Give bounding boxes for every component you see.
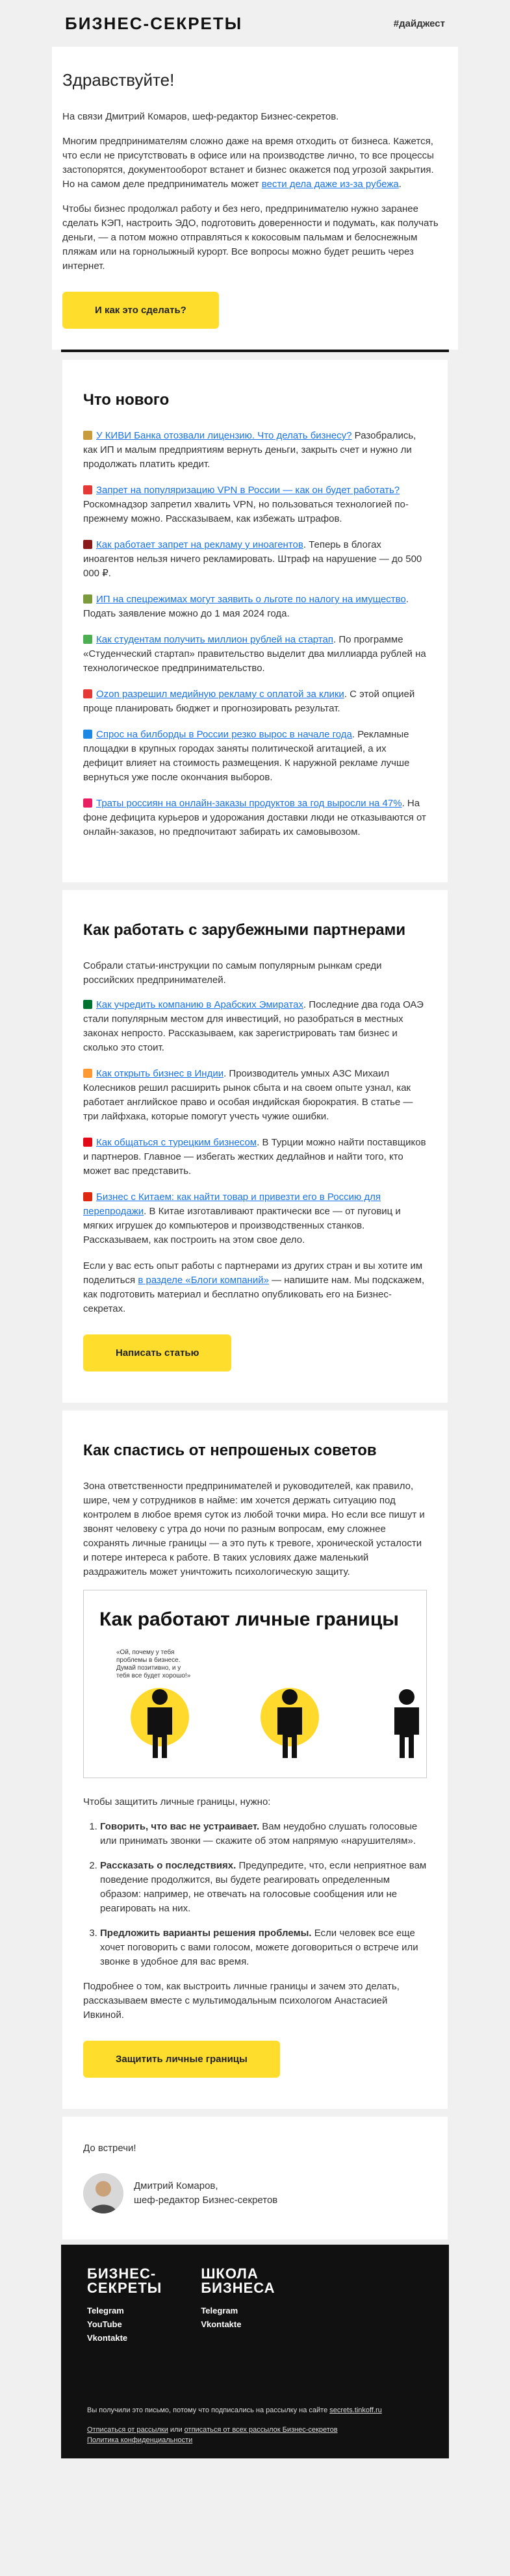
news-text: . По программе «Студенческий стартап» правительство выделит два миллиарда рублей на технологическое предпринимательство. <box>83 634 426 674</box>
partners-outro: Если у вас есть опыт работы с партнерами из других стран и вы хотите им поделиться в разделе «Блоги компаний» — напишите нам. Мы подскажем, как подготовить материал и бесплатно опубликовать его на Бизнес-секретах. <box>83 1260 425 1314</box>
partners-item <box>83 1190 427 1247</box>
flag-india-icon <box>83 1069 92 1078</box>
partners-text: . Последние два года ОАЭ стали популярным местом для инвестиций, но разобраться в местных законах непросто. Рассказываем, как зарегистрировать там бизнес и сколько это стоит. <box>83 999 424 1053</box>
partners-link[interactable]: Как учредить компанию в Арабских Эмиратах <box>96 999 303 1010</box>
partners-link[interactable]: Бизнес с Китаем: как найти товар и привезти его в Россию для перепродажи <box>83 1192 381 1217</box>
partners-title: Как работать с зарубежными партнерами <box>83 921 406 939</box>
news-text: . Теперь в блогах иноагентов нельзя ничего рекламировать. Штраф на нарушение — до 500 000 ₽. <box>83 539 422 579</box>
news-item <box>83 797 427 839</box>
signature-section <box>62 2117 448 2239</box>
person-icon <box>272 1688 307 1759</box>
write-article-button[interactable]: Написать статью <box>83 1334 231 1371</box>
site-link[interactable]: secrets.tinkoff.ru <box>329 2406 382 2414</box>
flag-china-icon <box>83 1192 92 1201</box>
news-title: Что нового <box>83 391 170 409</box>
step-text: Предупредите, что, если неприятное вам поведение продолжится, вы будете реагировать определенным образом: например, не отвечать на голосовые сообщения или не реагировать на них. <box>100 1860 427 1914</box>
news-item <box>83 483 427 526</box>
step-text: Если человек все еще хочет поговорить с вами голосом, можете договориться о встрече или звонке в удобное для вас время. <box>100 1928 418 1967</box>
news-link[interactable]: ИП на спецрежимах могут заявить о льготе по налогу на имущество <box>96 594 406 605</box>
news-item <box>83 538 427 581</box>
advice-p2: Чтобы защитить личные границы, нужно: <box>83 1796 271 1807</box>
footer-columns <box>87 2267 423 2347</box>
company-blogs-link[interactable]: в разделе «Блоги компаний» <box>138 1275 269 1286</box>
steps-list <box>100 1820 427 1969</box>
footer-logo-secrets[interactable]: БИЗНЕС- СЕКРЕТЫ <box>87 2265 162 2296</box>
author-role: шеф-редактор Бизнес-секретов <box>134 2195 278 2206</box>
divider <box>61 350 449 352</box>
partners-link[interactable]: Как общаться с турецким бизнесом <box>96 1137 257 1148</box>
partners-item <box>83 1067 427 1124</box>
footer-link-telegram[interactable]: Telegram <box>87 2306 124 2315</box>
news-text: . Рекламные площадки в крупных городах заняты политической агитацией, а их дефицит влияет на стоимость размещения. К наружной рекламе лучше вернуться уже после окончания выборов. <box>83 729 410 783</box>
advice-title: Как спастись от непрошеных советов <box>83 1442 377 1459</box>
footer-link-school-telegram[interactable]: Telegram <box>201 2306 238 2315</box>
news-link[interactable]: Запрет на популяризацию VPN в России — как он будет работать? <box>96 485 400 496</box>
news-link[interactable]: У КИВИ Банка отозвали лицензию. Что делать бизнесу? <box>96 430 352 441</box>
news-section <box>62 360 448 882</box>
intro-p2: Многим предпринимателям сложно даже на время отходить от бизнеса. Кажется, что если не присутствовать в офисе или на производстве лично, то все процессы застопорятся, документооборот встанет и бизнес окажется под угрозой закрытия. Но на самом деле предприниматель может вести дела даже из-за рубежа. <box>62 136 434 190</box>
partners-text: . В Турции можно найти поставщиков и партнеров. Главное — избегать жестких дедлайнов и найти того, кто может вас представить. <box>83 1137 426 1177</box>
intro-p3: Чтобы бизнес продолжал работу и без него, предпринимателю нужно заранее сделать КЭП, настроить ЭДО, подготовить доверенности и подумать, как получать деньги, — а потом можно отправляться к кокосовым пальмам и белоснежным пляжам или на горнолыжный курорт. Все вопросы можно будет решить через интернет. <box>62 203 439 272</box>
advice-p3: Подробнее о том, как выстроить личные границы и зачем это делать, рассказываем вместе с мультимодальным психологом Анастасией Ивкиной. <box>83 1981 400 2021</box>
stop-icon <box>83 540 92 549</box>
news-item <box>83 593 427 621</box>
protect-boundaries-button[interactable]: Защитить личные границы <box>83 2041 280 2078</box>
intro-p1: На связи Дмитрий Комаров, шеф-редактор Бизнес-секретов. <box>62 111 339 122</box>
farewell: До встречи! <box>83 2143 136 2154</box>
signature-row <box>83 2173 427 2213</box>
partners-item <box>83 1136 427 1179</box>
news-list <box>83 429 427 839</box>
news-text: Разобрались, как ИП и малым предприятиям вернуть деньги, закрыть счет и нужно ли продолжать платить кредит. <box>83 430 416 470</box>
news-text: . Подать заявление можно до 1 мая 2024 года. <box>83 594 409 619</box>
step-item <box>100 1820 427 1848</box>
card-icon <box>83 798 92 808</box>
avatar <box>83 2173 123 2213</box>
flag-uae-icon <box>83 1000 92 1009</box>
step-title: Говорить, что вас не устраивает. <box>100 1821 260 1832</box>
flag-turkey-icon <box>83 1138 92 1147</box>
advice-p1: Зона ответственности предпринимателей и руководителей, как правило, шире, чем у сотрудников в найме: им хочется держать ситуацию под контролем в любое время суток из любой точки мира. Но если все пишут и звонят человеку с утра до ночи по разным вопросам, ему сложнее сохранять личные границы — а это путь к тревоге, хронической усталости и потере интереса к работе. В таких условиях даже маленький раздражитель может уничтожить психологическую защиту. <box>83 1481 425 1577</box>
partners-lead: Собрали статьи-инструкции по самым популярным рынкам среди российских предпринимателей. <box>83 960 382 986</box>
signature-text <box>134 2179 277 2208</box>
scales-icon <box>83 594 92 604</box>
news-link[interactable]: Ozon разрешил медийную рекламу с оплатой за клики <box>96 689 344 700</box>
news-link[interactable]: Как работает запрет на рекламу у иноагентов <box>96 539 303 550</box>
boundaries-illustration <box>83 1590 427 1778</box>
how-to-button[interactable]: И как это сделать? <box>62 292 219 329</box>
advice-section <box>62 1410 448 2109</box>
person-figure-2 <box>272 1688 307 1763</box>
digest-tag: #дайджест <box>393 18 445 29</box>
partners-text: . В Китае изготавливают практически все — от пуговиц и мягких игрушек до компьютеров и производственных станков. Рассказываем, как построить на этом свое дело. <box>83 1206 401 1245</box>
intro-section <box>52 47 458 350</box>
news-text: Роскомнадзор запретил хвалить VPN, но пользоваться технологией по-прежнему можно. Рассказываем, как избежать штрафов. <box>83 499 409 524</box>
news-link[interactable]: Траты россиян на онлайн-заказы продуктов за год выросли на 47% <box>96 798 402 809</box>
header <box>0 0 510 47</box>
person-figure-1 <box>142 1688 177 1763</box>
privacy-link[interactable]: Политика конфиденциальности <box>87 2436 193 2444</box>
footer-logo-school[interactable]: ШКОЛА БИЗНЕСА <box>201 2265 275 2296</box>
news-item <box>83 728 427 785</box>
news-item <box>83 687 427 716</box>
partners-link[interactable]: Как открыть бизнес в Индии <box>96 1068 224 1079</box>
brand-logo[interactable]: БИЗНЕС-СЕКРЕТЫ <box>65 13 243 33</box>
chart-icon <box>83 730 92 739</box>
footer-note: Вы получили это письмо, потому что подписались на рассылку на сайте secrets.tinkoff.ru Отписаться от рассылки или отписаться от всех рассылок Бизнес-секретов Политика конфиденциальности <box>87 2406 382 2444</box>
target-icon <box>83 689 92 698</box>
step-title: Рассказать о последствиях. <box>100 1860 236 1871</box>
illustration-quote: «Ой, почему у тебя проблемы в бизнесе. Думай позитивно, и у тебя все будет хорошо!» <box>116 1649 191 1679</box>
step-text: Вам неудобно слушать голосовые или принимать звонки — скажите об этом напрямую «нарушителям». <box>100 1821 418 1846</box>
step-title: Предложить варианты решения проблемы. <box>100 1928 312 1939</box>
news-text: . На фоне дефицита курьеров и удорожания доставки люди не отказываются от онлайн-заказов, но предпочитают забирать их самовывозом. <box>83 798 426 837</box>
person-icon <box>389 1688 424 1759</box>
news-text: . С этой опцией проще планировать бюджет и прогнозировать результат. <box>83 689 415 714</box>
unsubscribe-all-link[interactable]: отписаться от всех рассылок Бизнес-секретов <box>184 2426 338 2434</box>
author-name: Дмитрий Комаров, <box>134 2180 218 2191</box>
partners-section <box>62 890 448 1403</box>
footer-col-school <box>201 2267 275 2347</box>
cross-icon <box>83 485 92 494</box>
news-item <box>83 633 427 676</box>
step-item <box>100 1926 427 1969</box>
footer-link-youtube[interactable]: YouTube <box>87 2319 122 2329</box>
person-figure-3 <box>389 1688 424 1763</box>
news-link[interactable]: Спрос на билборды в России резко вырос в начале года <box>96 729 352 740</box>
greeting: Здравствуйте! <box>62 70 175 90</box>
partners-list <box>83 998 427 1247</box>
abroad-link[interactable]: вести дела даже из-за рубежа <box>261 179 399 190</box>
footer-link-vkontakte[interactable]: Vkontakte <box>87 2333 128 2343</box>
person-icon <box>142 1688 177 1759</box>
news-item <box>83 429 427 472</box>
footer <box>61 2245 449 2458</box>
money-icon <box>83 635 92 644</box>
unsubscribe-link[interactable]: Отписаться от рассылки <box>87 2426 168 2434</box>
avatar-portrait-icon <box>83 2173 123 2213</box>
partners-text: . Производитель умных АЗС Михаил Колесников решил расширить рынок сбыта и на своем опыте узнал, как работает английское право и особая индийская бюрократия. В статье — три лайфхака, которые помогут учесть чужие ошибки. <box>83 1068 413 1122</box>
news-link[interactable]: Как студентам получить миллион рублей на стартап <box>96 634 333 645</box>
illustration-title: Как работают личные границы <box>99 1609 399 1630</box>
bank-icon <box>83 431 92 440</box>
footer-col-secrets <box>87 2267 162 2347</box>
footer-link-school-vkontakte[interactable]: Vkontakte <box>201 2319 242 2329</box>
partners-item <box>83 998 427 1055</box>
step-item <box>100 1859 427 1916</box>
